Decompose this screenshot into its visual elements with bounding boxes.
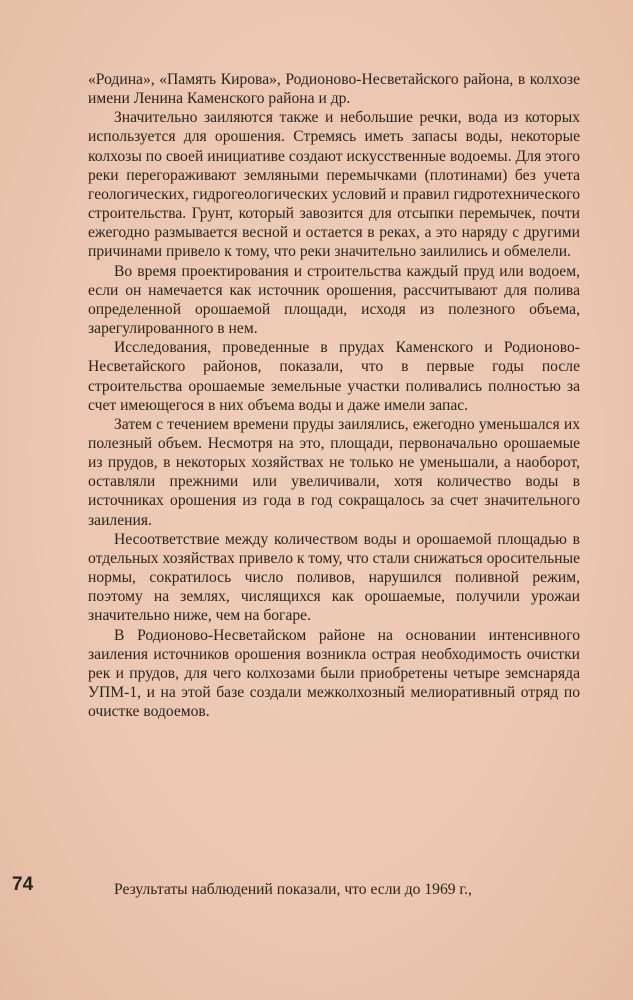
- paragraph-2: Значительно заиляются также и небольшие речки, вода из которых используется для орошения. Стремясь иметь запасы воды, некоторые колхозы по своей инициативе создают искусственные водоемы. Для этого реки перегораживают земляными перемычками (плотинами) без учета геологических, гидрогеологических условий и правил гидротехнического строительства. Грунт, который завозится для отсыпки перемычек, почти ежегодно размывается весной и остается в реках, а это наряду с другими причинами привело к тому, что реки значительно заилились и обмелели.: [88, 109, 580, 261]
- paragraph-8-start: Результаты наблюдений показали, что если до 1969 г.,: [114, 881, 472, 898]
- page-number: 74: [12, 874, 34, 895]
- paragraph-5: Затем с течением времени пруды заилялись, ежегодно уменьшался их полезный объем. Несмотря на это, площади, первоначально орошаемые из прудов, в некоторых хозяйствах не только не уменьшали, а наоборот, оставляли прежними или увеличивали, хотя количество воды в источниках орошения из года в год сокращалось за счет значительного заиления.: [88, 415, 580, 529]
- paragraph-4: Исследования, проведенные в прудах Каменского и Родионово-Несветайского районов, показали, что в первые годы после строительства орошаемые земельные участки поливались полностью за счет имеющегося в них объема воды и даже имели запас.: [88, 339, 580, 414]
- paragraph-3: Во время проектирования и строительства каждый пруд или водоем, если он намечается как источник орошения, рассчитывают для полива определенной орошаемой площади, исходя из полезного объема, зарегулированного в нем.: [88, 262, 580, 338]
- paragraph-7: В Родионово-Несветайском районе на основании интенсивного заиления источников орошения возникла острая необходимость очистки рек и прудов, для чего колхозами были приобретены четыре земснаряда УПМ-1, и на этой базе создали межколхозный мелиоративный отряд по очистке водоемов.: [88, 626, 580, 721]
- paragraph-6: Несоответствие между количеством воды и орошаемой площадью в отдельных хозяйствах привело к тому, что стали снижаться оросительные нормы, сократилось число поливов, нарушился поливной режим, поэтому на землях, числящихся как орошаемые, получили урожаи значительно ниже, чем на богаре.: [88, 530, 580, 625]
- body-text: [88, 70, 580, 721]
- paragraph-1: «Родина», «Память Кирова», Родионово-Несветайского района, в колхозе имени Ленина Каменского района и др.: [88, 71, 580, 108]
